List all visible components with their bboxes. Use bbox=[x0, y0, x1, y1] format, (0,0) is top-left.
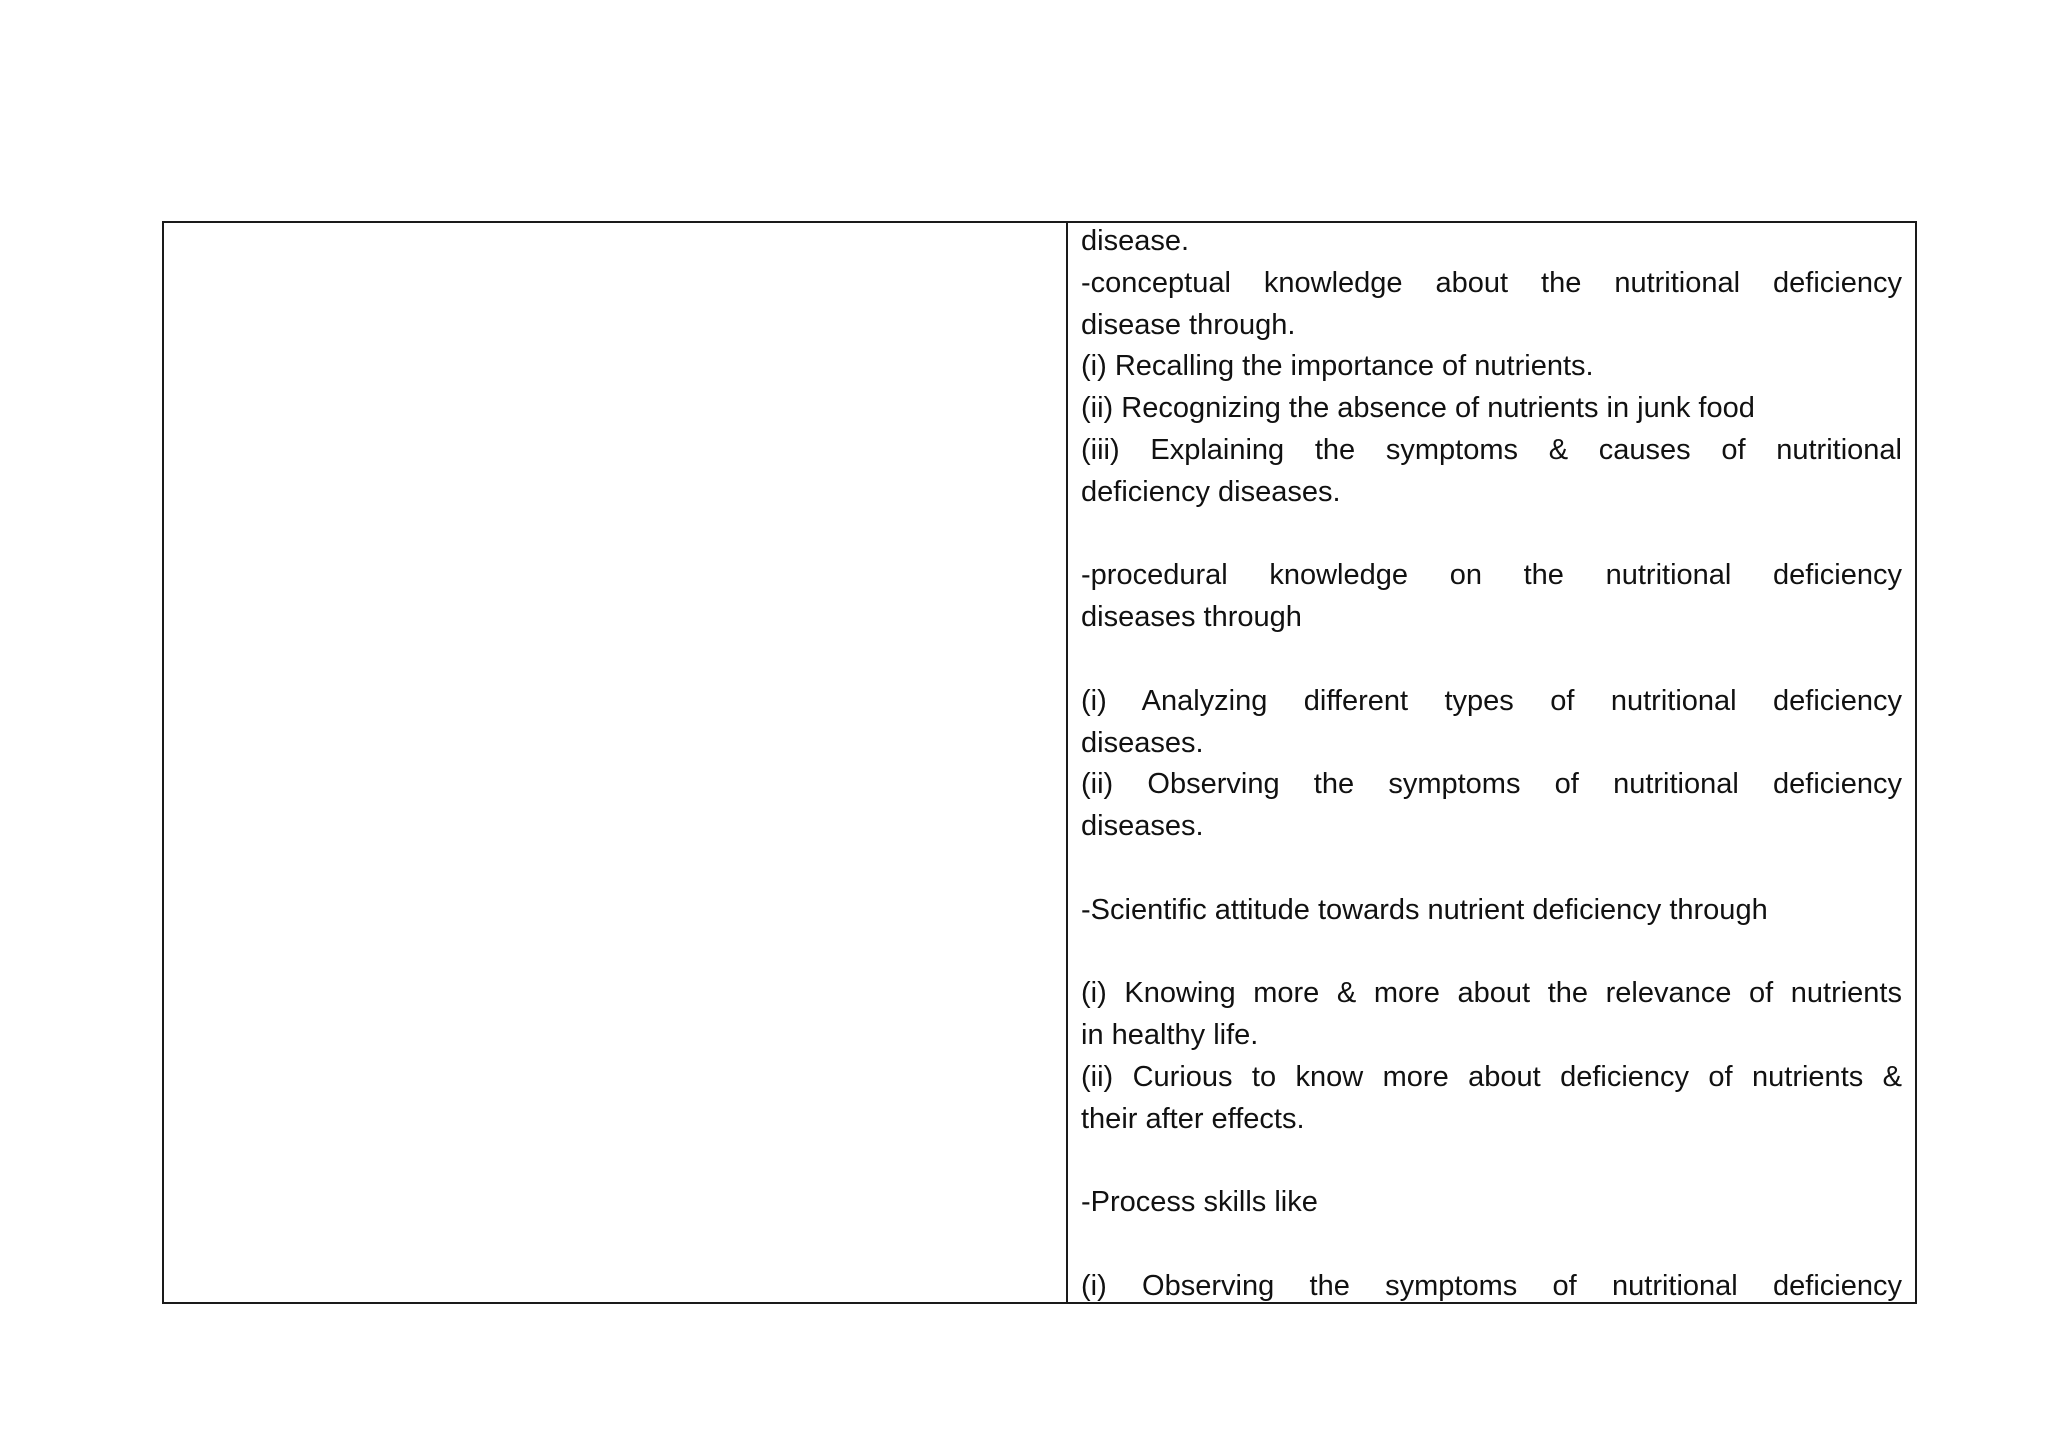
text-line: (ii) Recognizing the absence of nutrients in junk food bbox=[1081, 392, 1755, 425]
table-cell-left bbox=[164, 223, 1068, 1302]
text-line: disease through. bbox=[1081, 308, 1296, 341]
text-line: -conceptual knowledge about the nutritional deficiency bbox=[1081, 266, 1902, 299]
text-line: diseases. bbox=[1081, 810, 1204, 843]
blank-line bbox=[1081, 1141, 1902, 1183]
content-table bbox=[162, 221, 1917, 1304]
blank-line bbox=[1081, 932, 1902, 974]
text-lines bbox=[1081, 223, 1902, 1302]
text-line: (i) Recalling the importance of nutrients. bbox=[1081, 350, 1594, 383]
text-line: diseases through bbox=[1081, 601, 1302, 634]
text-line: diseases. bbox=[1081, 726, 1204, 759]
blank-line bbox=[1081, 514, 1902, 556]
blank-line bbox=[1081, 848, 1902, 890]
text-line: deficiency diseases. bbox=[1081, 475, 1341, 508]
text-line: -procedural knowledge on the nutritional deficiency bbox=[1081, 559, 1902, 592]
blank-line bbox=[1081, 639, 1902, 681]
text-line: -Process skills like bbox=[1081, 1186, 1318, 1219]
table-cell-right bbox=[1068, 223, 1915, 1302]
text-line: (ii) Curious to know more about deficiency of nutrients & bbox=[1081, 1060, 1902, 1093]
text-line: -Scientific attitude towards nutrient deficiency through bbox=[1081, 893, 1768, 926]
text-line: disease. bbox=[1081, 225, 1190, 257]
text-line: their after effects. bbox=[1081, 1102, 1305, 1135]
text-line: (i) Knowing more & more about the relevance of nutrients bbox=[1081, 977, 1902, 1010]
text-line: (ii) Observing the symptoms of nutritional deficiency bbox=[1081, 768, 1902, 801]
blank-line bbox=[1081, 1224, 1902, 1266]
text-line: in healthy life. bbox=[1081, 1019, 1259, 1052]
text-line: (i) Analyzing different types of nutritional deficiency bbox=[1081, 684, 1902, 717]
text-line: (iii) Explaining the symptoms & causes of nutritional bbox=[1081, 433, 1902, 466]
text-line: (i) Observing the symptoms of nutritional deficiency bbox=[1081, 1269, 1902, 1302]
